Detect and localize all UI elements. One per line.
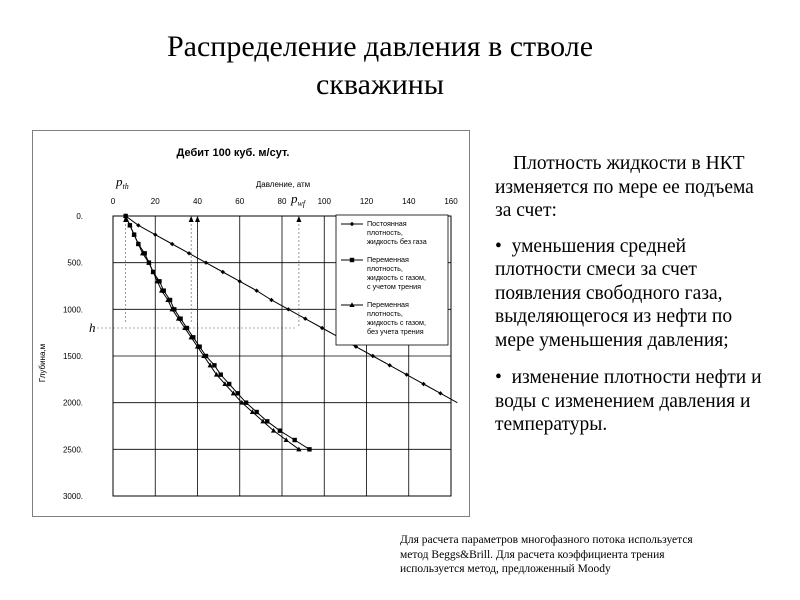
chart-title: Дебит 100 куб. м/сут. bbox=[176, 147, 290, 159]
legend-entry-3: Переменная плотность, жидкость с газом, без учета трения bbox=[367, 300, 426, 336]
data-point-square bbox=[278, 428, 282, 432]
x-tick-labels bbox=[111, 197, 458, 206]
bullet-symbol: • bbox=[495, 367, 502, 388]
y-tick-label: 1500. bbox=[62, 352, 83, 361]
x-tick-label: 80 bbox=[277, 197, 287, 206]
data-point-square bbox=[307, 447, 311, 451]
footnote-line-3: используется метод, предложенный Moody bbox=[400, 563, 611, 575]
data-point-diamond bbox=[438, 391, 442, 395]
x-tick-label: 160 bbox=[444, 197, 458, 206]
bullet-item-1 bbox=[495, 235, 775, 353]
data-point-square bbox=[265, 419, 269, 423]
chart-legend bbox=[336, 215, 448, 345]
y-tick-label: 1000. bbox=[62, 305, 83, 315]
data-point-diamond bbox=[371, 354, 375, 358]
x-tick-label: 60 bbox=[235, 197, 245, 206]
slide-title bbox=[60, 28, 700, 104]
pressure-depth-chart bbox=[33, 131, 471, 518]
y-tick-label: 2500. bbox=[62, 445, 83, 455]
p-wf-label: $p_{wf}$ bbox=[291, 191, 306, 208]
p-wf-guide-arrowhead bbox=[296, 216, 301, 222]
explanation-text bbox=[495, 152, 775, 451]
footnote-line-1: Для расчета параметров многофазного потока используется bbox=[400, 534, 693, 546]
chart-frame bbox=[32, 130, 470, 517]
y-tick-label: 500. bbox=[67, 258, 83, 268]
bullet-symbol: • bbox=[495, 235, 502, 257]
data-point-diamond bbox=[320, 326, 324, 330]
p-th-label: $p_{th}$ bbox=[116, 174, 129, 191]
y-tick-label: 3000. bbox=[62, 492, 83, 501]
data-point-square bbox=[212, 363, 216, 367]
title-line-1: Распределение давления в стволе bbox=[166, 30, 594, 63]
data-point-diamond bbox=[238, 279, 242, 283]
y-axis-label: Глубина,м bbox=[38, 343, 47, 383]
data-point-diamond bbox=[388, 363, 392, 367]
legend-entry-2: Переменная плотность, жидкость с газом, с учетом трения bbox=[367, 255, 426, 291]
data-point-diamond bbox=[404, 372, 408, 376]
data-point-diamond bbox=[153, 232, 157, 236]
data-point-diamond bbox=[221, 270, 225, 274]
data-point-diamond bbox=[204, 260, 208, 264]
data-point-triangle bbox=[284, 437, 289, 442]
data-point-square bbox=[219, 372, 223, 376]
guide-b-arrowhead bbox=[195, 216, 200, 222]
intro-paragraph: Плотность жидкости в НКТ изменяется по мере ее подъема за счет: bbox=[495, 153, 754, 221]
footnote bbox=[400, 533, 770, 577]
series-line-3 bbox=[126, 216, 299, 449]
data-point-square bbox=[227, 382, 231, 386]
x-tick-label: 100 bbox=[317, 197, 331, 206]
h-label: h bbox=[89, 320, 96, 335]
x-tick-label: 20 bbox=[150, 197, 160, 206]
data-point-diamond bbox=[170, 242, 174, 246]
data-point-square bbox=[244, 400, 248, 404]
guide-a-arrowhead bbox=[189, 216, 194, 222]
data-point-diamond bbox=[303, 316, 307, 320]
bullet-text-1: уменьшения средней плотности смеси за счет появления свободного газа, выделяющегося из нефти по мере уменьшения давления; bbox=[495, 235, 733, 351]
y-tick-label: 0. bbox=[76, 212, 83, 221]
x-axis-label: Давление, атм bbox=[255, 180, 311, 189]
bullet-item-2 bbox=[495, 366, 775, 437]
x-tick-label: 40 bbox=[193, 197, 202, 206]
y-tick-labels bbox=[63, 212, 83, 501]
data-point-diamond bbox=[421, 382, 425, 386]
data-point-diamond bbox=[187, 251, 191, 255]
x-tick-label: 120 bbox=[359, 197, 374, 206]
legend-marker-square bbox=[350, 258, 354, 262]
x-tick-label: 0 bbox=[110, 197, 116, 206]
data-point-square bbox=[235, 391, 239, 395]
data-point-square bbox=[292, 438, 296, 442]
x-tick-label: 140 bbox=[402, 197, 416, 206]
title-line-2: скважины bbox=[316, 68, 444, 101]
bullet-text-2: изменение плотности нефти и воды с изменением давления и температуры. bbox=[495, 367, 762, 435]
legend-entry-1: Постоянная плотность, жидкость без газа bbox=[367, 219, 427, 246]
data-point-diamond bbox=[286, 307, 290, 311]
footnote-line-2: метод Beggs&Brill. Для расчета коэффициента трения bbox=[400, 548, 665, 561]
data-point-square bbox=[254, 410, 258, 414]
y-tick-label: 2000. bbox=[62, 398, 83, 408]
